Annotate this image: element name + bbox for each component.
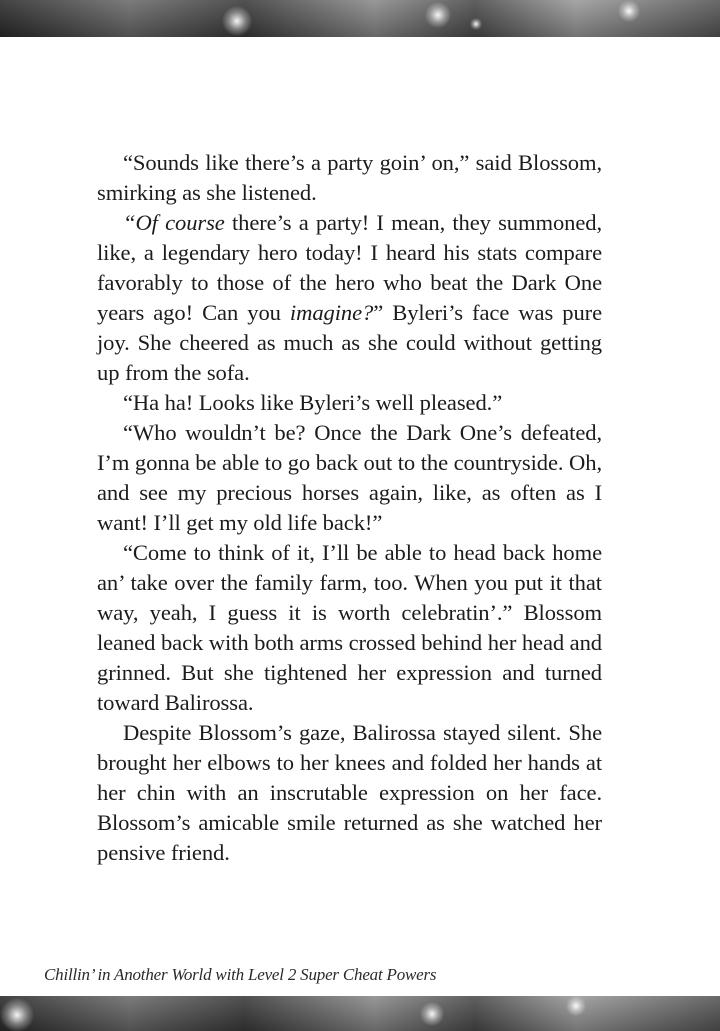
italic-text-segment: “Of course [123,210,225,235]
bottom-sparkle-2 [420,1002,444,1026]
text-segment: “Come to think of it, I’ll be able to head back home an’ take over the family farm, too. When you put it that way, yeah, I guess it is worth celebratin’.” Blossom leaned back with both arms crossed behind her head and grinned. But she tightened her expression and turned toward Balirossa. [97,540,602,715]
top-sparkle-1 [222,6,252,36]
paragraph [97,718,602,868]
text-segment: ” Byleri’s face was pure joy. She cheered as much as she could without getting up from the sofa. [97,300,602,385]
top-sparkle-3 [618,0,640,22]
top-sparkle-2 [425,2,451,28]
bottom-decorative-band [0,996,720,1031]
text-segment: “Ha ha! Looks like Byleri’s well pleased.” [123,390,503,415]
text-segment: “Who wouldn’t be? Once the Dark One’s defeated, I’m gonna be able to go back out to the countryside. Oh, and see my precious horses again, like, as often as I want! I’ll get my old life back!” [97,420,602,535]
paragraph [97,148,602,208]
bottom-sparkle-3 [566,996,586,1016]
paragraph [97,388,602,418]
paragraph [97,418,602,538]
text-segment: “Sounds like there’s a party goin’ on,” said Blossom, smirking as she listened. [97,150,602,205]
paragraph [97,208,602,388]
running-footer-book-title: Chillin’ in Another World with Level 2 Super Cheat Powers [44,965,437,984]
italic-text-segment: imagine? [289,300,374,325]
text-segment: Despite Blossom’s gaze, Balirossa stayed silent. She brought her elbows to her knees and folded her hands at her chin with an inscrutable expression on her face. Blossom’s amicable smile returned as she watched her pensive friend. [97,720,602,865]
top-sparkle-4 [470,18,482,30]
paragraph [97,538,602,718]
top-decorative-band [0,0,720,37]
bottom-band-shine [0,996,720,1031]
text-segment: there’s a party! I mean, they summoned, like, a legendary hero today! I heard his stats compare favorably to those of the hero who beat the Dark One years ago! Can you [97,210,603,325]
top-band-shine [0,0,720,37]
bottom-sparkle-1 [0,998,34,1031]
chapter-text [97,148,602,868]
